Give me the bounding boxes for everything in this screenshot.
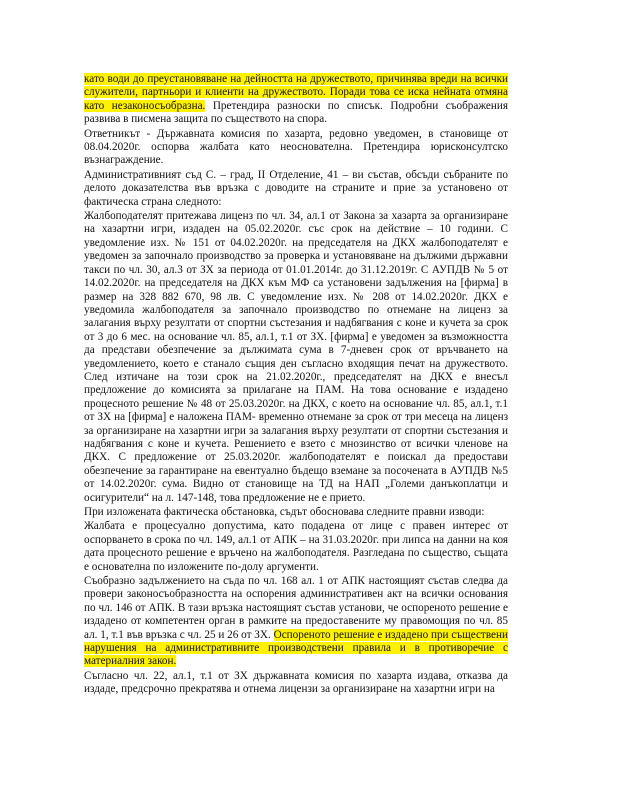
paragraph <box>84 520 508 574</box>
paragraph <box>84 73 508 127</box>
paragraph <box>84 506 508 519</box>
highlighted-text: като води до преустановяване на дейността на дружеството, причинява вреди на всички служители, партньори и клиенти на дружеството. Поради това се иска нейната отмяна като незаконосъобразна. <box>84 73 508 112</box>
paragraph-text: Жалбата е процесуално допустима, като подадена от лице с правен интерес от оспорването в срока по чл. 149, ал.1 от АПК – на 31.03.2020г. при липса на данни на коя дата процесното решение е връчено на жалбоподателя. Разгледана по същество, същата е основателна по изложените по-долу аргументи. <box>84 520 508 573</box>
paragraph-text: Съгласно чл. 22, ал.1, т.1 от ЗХ държавната комисия по хазарта издава, отказва да издаде, предсрочно прекратява и отнема лицензи за организиране на хазартни игри на <box>84 669 508 696</box>
paragraph-text: Жалбоподателят притежава лиценз по чл. 34, ал.1 от Закона за хазарта за организиране на хазартни игри, издаден на 05.02.2020г. със срок на действие – 10 години. С уведомление изх. № 151 от 04.02.2020г. на председателя на ДКХ жалбоподателят е уведомен за започнало производство за проверка и установяване на дължими държавни такси по чл. 30, ал.3 от ЗХ за периода от 01.01.2014г. до 31.12.2019г. С АУПДВ № 5 от 14.02.2020г. на председателя на ДКХ към МФ са установени задължения на [фирма] в размер на 328 882 670, 98 лв. С уведомление изх. № 208 от 14.02.2020г. ДКХ е уведомила жалбоподателя за започнало производство по отнемане на лиценз за залагания върху резултати от спортни състезания и надбягвания с коне и кучета за срок от 3 до 6 мес. на основание чл. 85, ал.1, т.1 от ЗХ. [фирма] е уведомен за възможността да представи обезпечение за дължимата сума в 7-дневен срок от връчването на уведомлението, което е станало същия ден съгласно входящия печат на дружеството. След изтичане на този срок на 21.02.2020г., председателят на ДКХ е внесъл предложение до комисията за прилагане на ПАМ. На това основание е издадено процесното решение № 48 от 25.03.2020г. на ДКХ, с което на основание чл. 85, ал.1, т.1 от ЗХ на [фирма] е наложена ПАМ- временно отнемане за срок от три месеца на лиценз за организиране на хазартни игри за залагания върху резултати от спортни състезания и надбягвания с коне и кучета. Решението е взето с мнозинство от всички членове на ДКХ. С предложение от 25.03.2020г. жалбоподателят е поискал да предостави обезпечение за гарантиране на евентуално бъдещо вземане за посочената в АУПДВ №5 от 14.02.2020г. сума. Видно от становище на ТД на НАП „Големи данъкоплатци и осигурители“ на л. 147-148, това предложение не е прието. <box>84 210 508 504</box>
paragraph-text: Ответникът - Държавната комисия по хазарта, редовно уведомен, в становище от 08.04.2020г. оспорва жалбата като неоснователна. Претендира юрисконсултско възнаграждение. <box>84 127 508 167</box>
paragraph-text: Претендира разноски по списък. Подробни съображения развива в писмена защита по съществото на спора. <box>84 99 508 126</box>
paragraph <box>84 210 508 505</box>
paragraph <box>84 169 508 209</box>
document-body <box>84 73 508 698</box>
highlighted-text: Оспореното решение е издадено при съществени нарушения на административните производствени правила и в противоречие с материалния закон. <box>84 628 508 668</box>
paragraph-text: Съобразно задължението на съда по чл. 168 ал. 1 от АПК настоящият състав следва да провери законосъобразността на оспорения административен акт на всички основания по чл. 146 от АПК. В тази връзка настоящият състав установи, че оспореното решение е издадено от компетентен орган в рамките на предоставените му правомощия по чл. 85 ал. 1, т.1 във връзка с чл. 25 и 26 от ЗХ. <box>84 575 508 641</box>
paragraph <box>84 670 508 697</box>
paragraph <box>84 575 508 669</box>
paragraph <box>84 128 508 168</box>
paragraph-text: Административният съд С. – град, II Отделение, 41 – ви състав, обсъди събраните по делото доказателства във връзка с доводите на страните и прие за установено от фактическа страна следното: <box>84 168 508 208</box>
paragraph-text: При изложената фактическа обстановка, съдът обосновава следните правни изводи: <box>84 506 485 518</box>
